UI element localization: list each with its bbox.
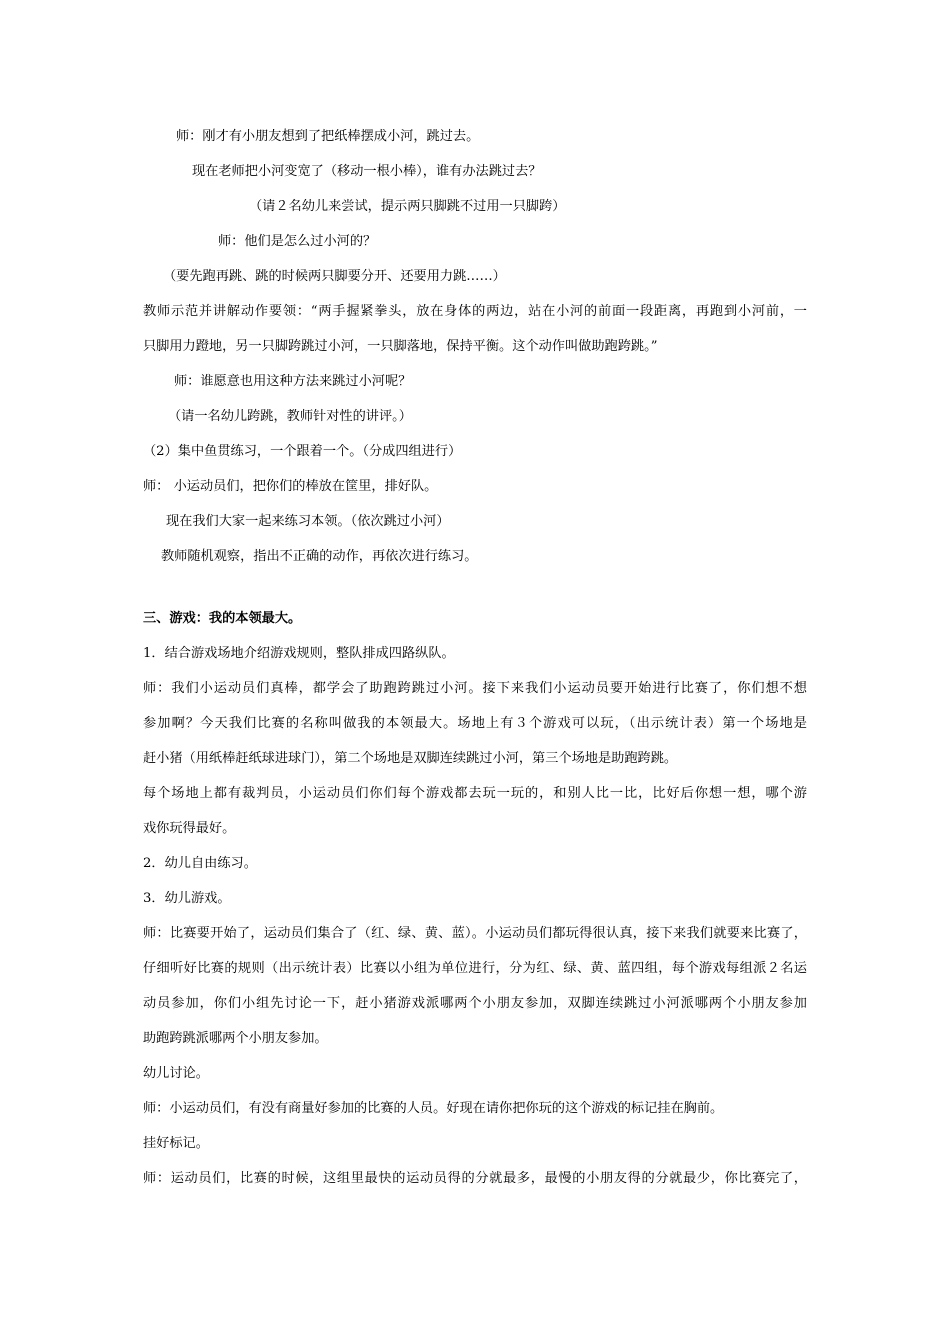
text-line: 每个场地上都有裁判员，小运动员们你们每个游戏都去玩一玩的，和别人比一比，比好后你想一想，哪个游 bbox=[143, 786, 807, 801]
text-line: 仔细听好比赛的规则（出示统计表）比赛以小组为单位进行，分为红、绿、黄、蓝四组，每个游戏每组派２名运 bbox=[143, 961, 807, 976]
text-line: （2）集中鱼贯练习，一个跟着一个。（分成四组进行） bbox=[143, 444, 462, 459]
text-line: 现在我们大家一起来练习本领。（依次跳过小河） bbox=[166, 514, 450, 529]
text-line: 师：他们是怎么过小河的？ bbox=[218, 234, 377, 249]
section-heading: 三、游戏：我的本领最大。 bbox=[143, 611, 302, 626]
text-line: 教师示范并讲解动作要领：“两手握紧拳头，放在身体的两边，站在小河的前面一段距离，再跑到小河前，一 bbox=[143, 304, 807, 319]
text-line: 只脚用力蹬地，另一只脚跨跳过小河，一只脚落地，保持平衡。这个动作叫做助跑跨跳。” bbox=[143, 339, 658, 354]
text-line: 动员参加，你们小组先讨论一下，赶小猪游戏派哪两个小朋友参加，双脚连续跳过小河派哪两个小朋友参加 bbox=[143, 996, 807, 1011]
text-line: 3．幼儿游戏。 bbox=[143, 891, 231, 906]
text-line: 师： 小运动员们，把你们的棒放在筐里，排好队。 bbox=[143, 479, 438, 494]
text-line: 师：刚才有小朋友想到了把纸棒摆成小河，跳过去。 bbox=[176, 129, 480, 144]
text-line: （请２名幼儿来尝试，提示两只脚跳不过用一只脚跨） bbox=[249, 199, 566, 214]
text-line: 师：运动员们，比赛的时候，这组里最快的运动员得的分就最多，最慢的小朋友得的分就最少，你比赛完了， bbox=[143, 1171, 807, 1186]
text-line: 师：我们小运动员们真棒，都学会了助跑跨跳过小河。接下来我们小运动员要开始进行比赛了，你们想不想 bbox=[143, 681, 807, 696]
text-line: 幼儿讨论。 bbox=[143, 1066, 209, 1081]
text-line: 1．结合游戏场地介绍游戏规则，整队排成四路纵队。 bbox=[143, 646, 455, 661]
text-line: 挂好标记。 bbox=[143, 1136, 209, 1151]
text-line: 师：谁愿意也用这种方法来跳过小河呢？ bbox=[174, 374, 412, 389]
text-line: 助跑跨跳派哪两个小朋友参加。 bbox=[143, 1031, 328, 1046]
text-line: （要先跑再跳、跳的时候两只脚要分开、还要用力跳……） bbox=[163, 269, 506, 284]
text-line: 戏你玩得最好。 bbox=[143, 821, 236, 836]
text-line: 赶小猪（用纸棒赶纸球进球门），第二个场地是双脚连续跳过小河，第三个场地是助跑跨跳。 bbox=[143, 751, 678, 766]
text-line: 现在老师把小河变宽了（移动一根小棒），谁有办法跳过去？ bbox=[192, 164, 542, 179]
text-line: 参加啊？今天我们比赛的名称叫做我的本领最大。场地上有３个游戏可以玩，（出示统计表）第一个场地是 bbox=[143, 716, 807, 731]
text-line: 教师随机观察，指出不正确的动作，再依次进行练习。 bbox=[161, 549, 478, 564]
text-line: 2．幼儿自由练习。 bbox=[143, 856, 257, 871]
text-line: 师：小运动员们，有没有商量好参加的比赛的人员。好现在请你把你玩的这个游戏的标记挂在胸前。 bbox=[143, 1101, 724, 1116]
text-line: （请一名幼儿跨跳，教师针对性的讲评。） bbox=[168, 409, 412, 424]
text-line: 师：比赛要开始了，运动员们集合了（红、绿、黄、蓝）。小运动员们都玩得很认真，接下来我们就要来比赛了， bbox=[143, 926, 807, 941]
